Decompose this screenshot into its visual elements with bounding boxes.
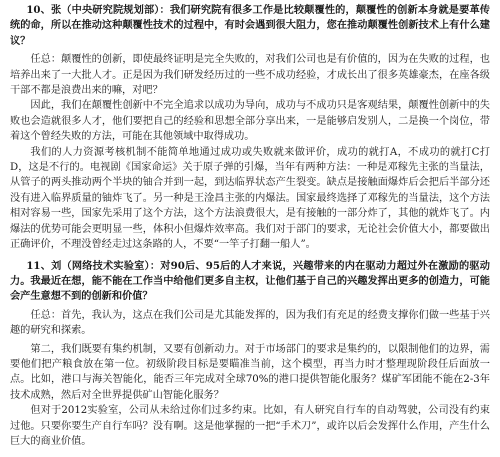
section-10 — [10, 3, 490, 253]
question-11: 11、刘（网络技术实验室）：对90后、95后的人才来说，兴趣带来的内在驱动力超过外在激励的驱动力。我最近在想，能不能在工作当中给他们更多自主权，让他们基于自己的兴趣发挥出更多的创造力，可能会产生意想不到的创新和价值？ — [10, 259, 490, 303]
answer-11-paragraph-1: 任总：首先，我认为，这点在我们公司是尤其能发挥的，因为我们有充足的经费支撑你们做一些基于兴趣的研究和探索。 — [10, 309, 490, 337]
answer-10-paragraph-3: 我们的人力资源考核机制不能简单地通过成功或失败就来做评价，成功的就打A，不成功的就打C打D，这是不行的。电视剧《国家命运》关于原子弹的引爆，当年有两种方法：一种是邓稼先主张的当量法，从管子的两头推动两个半块的铀合并到一起，到达临界状态产生裂变。缺点是接触面爆炸后会把后半部分还没有进入临界质量的铀炸飞了。另一种是王淦昌主张的内爆法。国家最终选择了邓稼先的当量法，这个方法相对容易一些，国家先采用了这个方法，这个方法浪费很大，是有接触的一部分炸了，其他的就炸飞了。内爆法的优势可能会更明显一些，体积小但爆炸效率高。我们对于部门的要求，无论社会价值大小，都要做出正确评价，不理没曾经走过这条路的人，不要“一竿子打翻一船人”。 — [10, 146, 490, 251]
answer-11-paragraph-2: 第二，我们既要有集约机制，又要有创新动力。对于市场部门的要求是集约的，以限制他们的边界，需要他们把产粮食放在第一位。初级阶段目标是要瞄准当前，这个模型，再当力时才整理现阶段任后面放一点。比如，港口与海关智能化，能否三年完成对全球70%的港口提供智能化服务？煤矿军团能不能在2-3年技术成熟，然后对全世界提供矿山智能化服务？ — [10, 343, 490, 401]
answer-11-paragraph-3: 但对于2012实验室，公司从未给过你们过多约束。比如，有人研究自行车的自动驾驶，公司没有约束过他。只要你要生产自行车吗？没有啊。这是他掌握的一把“手术刀”，或许以后会发挥什么作用，产生什么巨大的商业价值。 — [10, 405, 490, 447]
answer-10-paragraph-1: 任总：颠覆性的创新，即使最终证明是完全失败的，对我们公司也是有价值的，因为在失败的过程，也培养出来了一大批人才。正是因为我们研发经历过的一些不成功经验，才成长出了很多英雄豪杰，在座各级干部不都是浪费出来的嘛，对吧？ — [10, 54, 490, 97]
question-10: 10、张（中央研究院规划部）：我们研究院有很多工作是比较颠覆性的，颠覆性的创新本身就是要革传统的命，所以在推动这种颠覆性技术的过程中，有时会遇到很大阻力，您在推动颠覆性创新技术上有什么建议？ — [10, 4, 490, 47]
section-11 — [10, 259, 490, 450]
answer-10-paragraph-2: 因此，我们在颠覆性创新中不完全追求以成功为导向，成功与不成功只是客观结果，颠覆性创新中的失败也会造就很多人才，他们要把自己的经验和思想全部分享出来，一是能够启发别人，二是换一个岗位，带着这个曾经失败的方法，可能在其他领域中取得成功。 — [10, 100, 490, 143]
